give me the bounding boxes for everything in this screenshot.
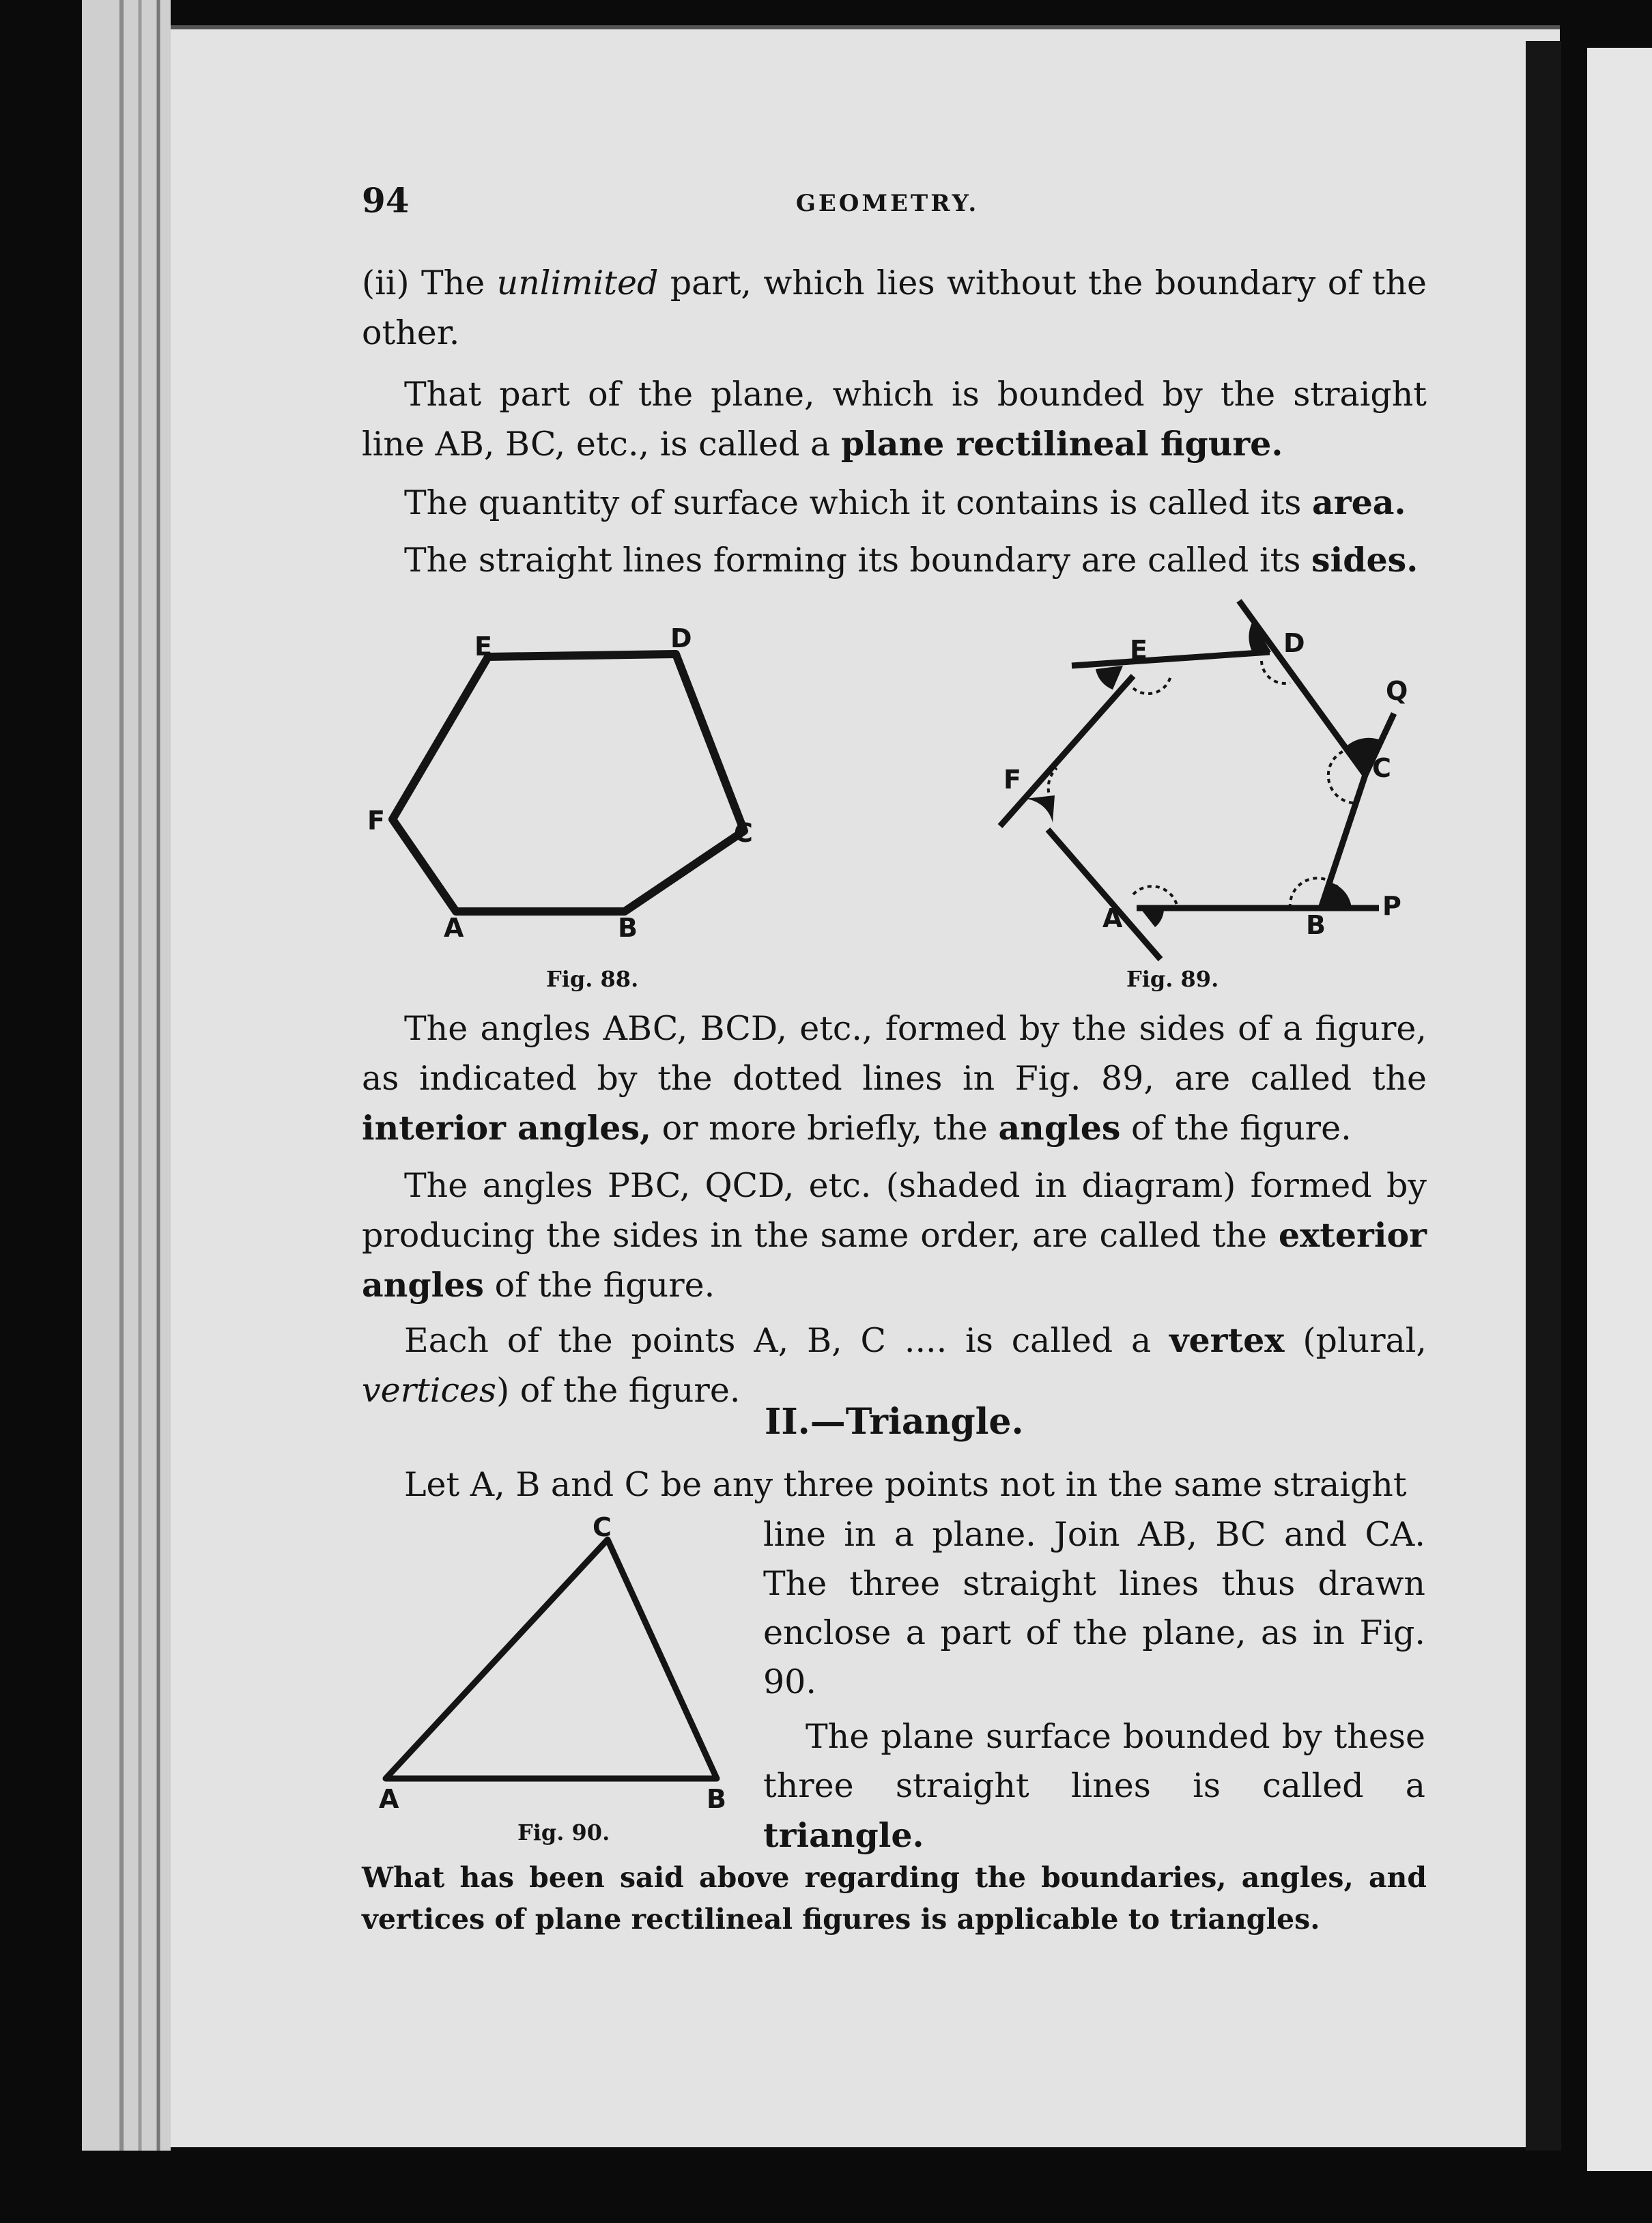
paragraph-area	[362, 478, 1427, 528]
italic-term: vertices	[362, 1371, 497, 1410]
paragraph-triangle-definition	[763, 1712, 1425, 1860]
section-heading-triangle: II.—Triangle.	[765, 1401, 1024, 1443]
caption-fig-90: Fig. 90.	[517, 1820, 610, 1845]
fig89-label-c: C	[1372, 753, 1391, 783]
caption-fig-89: Fig. 89.	[1126, 966, 1219, 992]
running-head: GEOMETRY.	[795, 190, 980, 217]
page-number: 94	[362, 180, 410, 221]
fig90-label-c: C	[593, 1512, 612, 1542]
bold-term: angles	[998, 1108, 1121, 1148]
bold-term: exterior angles	[362, 1215, 1427, 1305]
fig88-label-c: C	[734, 818, 753, 848]
fig88-label-b: B	[618, 913, 638, 943]
bold-term: triangle.	[763, 1815, 924, 1855]
paragraph-exterior-angles	[362, 1161, 1427, 1310]
text-run: or more briefly, the	[651, 1109, 999, 1148]
bold-term: sides.	[1311, 540, 1419, 580]
next-page-edge	[1587, 48, 1652, 2171]
fig88-label-a: A	[444, 913, 464, 943]
fig88-label-e: E	[474, 632, 492, 662]
text-run: That part of the plane, which is bounded by the straight line AB, BC, etc., is called a	[362, 375, 1427, 464]
paragraph-plane-figure	[362, 369, 1427, 469]
text-run: The angles ABC, BCD, etc., formed by the sides of a figure, as indicated by the dotted lines in Fig. 89, are called the	[362, 1009, 1427, 1098]
italic-term: unlimited	[496, 264, 659, 302]
text-run: (plural,	[1284, 1321, 1427, 1360]
text-run: The plane surface bounded by these three straight lines is called a	[763, 1717, 1425, 1805]
text-run: The quantity of surface which it contains is called its	[404, 483, 1312, 522]
text-run: of the figure.	[484, 1266, 715, 1305]
paragraph-triangle-first-line: Let A, B and C be any three points not in the same straight	[404, 1465, 1407, 1504]
caption-fig-88: Fig. 88.	[546, 966, 639, 992]
text-run: (ii) The	[362, 264, 497, 302]
text-run: The straight lines forming its boundary are called its	[404, 541, 1312, 580]
text-run: part, which lies without the boundary of the other.	[362, 264, 1427, 352]
fig90-label-a: A	[379, 1784, 399, 1814]
bold-term: vertex	[1169, 1320, 1285, 1360]
fig89-label-p: P	[1382, 891, 1401, 921]
text-run: ) of the figure.	[496, 1371, 741, 1410]
paragraph-triangle-join: line in a plane. Join AB, BC and CA. The three straight lines thus drawn enclose a part of the plane, as in Fig. 90.	[763, 1515, 1425, 1701]
bold-term: plane rectilineal figure.	[840, 424, 1283, 464]
text-run: The angles PBC, QCD, etc. (shaded in diagram) formed by producing the sides in the same order, are called the	[362, 1166, 1427, 1255]
paragraph-sides	[362, 535, 1427, 585]
fig89-label-e: E	[1130, 635, 1148, 665]
text-run: Each of the points A, B, C .... is called a	[404, 1321, 1170, 1360]
paragraph-unlimited-part	[362, 258, 1427, 358]
bold-term: interior angles,	[362, 1108, 652, 1148]
fig89-label-a: A	[1102, 903, 1123, 933]
bold-term: area.	[1312, 483, 1406, 522]
fig90-label-b: B	[707, 1784, 726, 1814]
fig88-label-d: D	[670, 623, 692, 653]
footnote-applicable-to-triangles: What has been said above regarding the boundaries, angles, and vertices of plane rectilineal figures is applicable to triangles.	[362, 1861, 1427, 1936]
fig88-label-f: F	[367, 806, 385, 836]
text-run: of the figure.	[1120, 1109, 1352, 1148]
fig89-label-b: B	[1306, 910, 1326, 940]
paragraph-interior-angles	[362, 1004, 1427, 1153]
fig89-label-d: D	[1283, 628, 1305, 658]
fig89-label-f: F	[1003, 765, 1021, 795]
fig89-label-q: Q	[1386, 676, 1408, 706]
